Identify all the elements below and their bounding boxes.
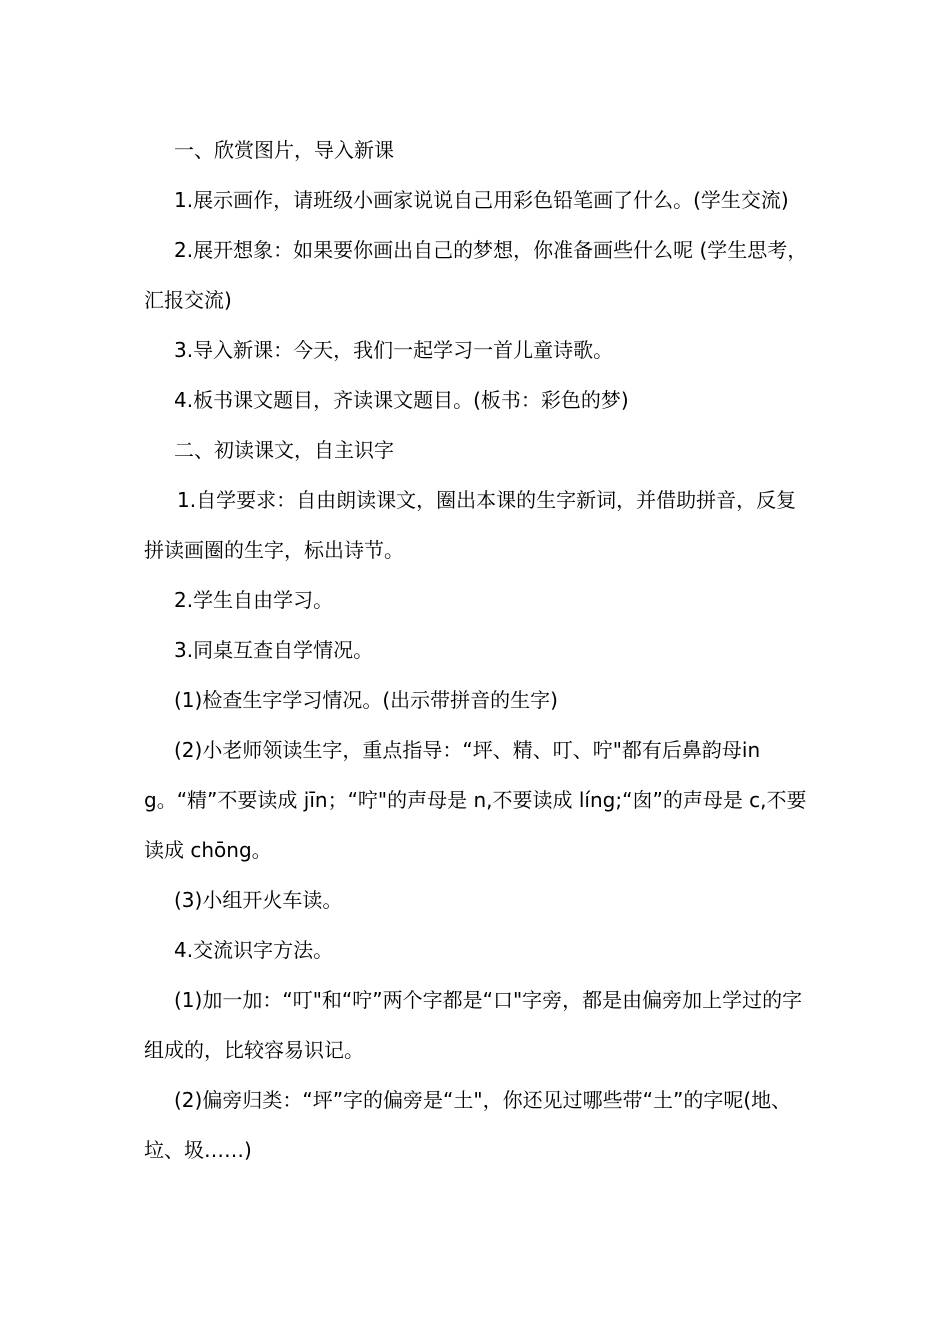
paragraph-6: 2.学生自由学习。	[174, 588, 334, 612]
paragraph-9: (2)小老师领读生字，重点指导：“坪、精、叮、咛"都有后鼻韵母ing。“精”不要读成 jīn；“咛"的声母是 n,不要读成 líng;“囱”的声母是 c,不要读成 chōng。	[144, 738, 807, 862]
paragraph-1: 1.展示画作，请班级小画家说说自己用彩色铅笔画了什么。(学生交流)	[174, 188, 789, 212]
section-heading-2: 二、初读课文，自主识字	[174, 438, 394, 462]
paragraph-10: (3)小组开火车读。	[174, 888, 343, 912]
paragraph-7: 3.同桌互查自学情况。	[174, 638, 374, 662]
paragraph-8: (1)检查生字学习情况。(出示带拼音的生字)	[174, 688, 558, 712]
document-body	[144, 125, 808, 1175]
paragraph-13: (2)偏旁归类：“坪”字的偏旁是“土"，你还见过哪些带“土”的字呢(地、垃、圾……)	[144, 1088, 792, 1162]
paragraph-2: 2.展开想象：如果要你画出自己的梦想，你准备画些什么呢 (学生思考，汇报交流)	[144, 238, 808, 312]
section-heading-1: 一、欣赏图片，导入新课	[174, 138, 394, 162]
paragraph-4: 4.板书课文题目，齐读课文题目。(板书：彩色的梦)	[174, 388, 629, 412]
paragraph-3: 3.导入新课：今天，我们一起学习一首儿童诗歌。	[174, 338, 614, 362]
paragraph-11: 4.交流识字方法。	[174, 938, 334, 962]
paragraph-5: 1.自学要求：自由朗读课文，圈出本课的生字新词，并借助拼音，反复拼读画圈的生字，标出诗节。	[144, 488, 797, 562]
paragraph-12: (1)加一加：“叮"和“咛”两个字都是“口"字旁，都是由偏旁加上学过的字组成的，比较容易识记。	[144, 988, 803, 1062]
